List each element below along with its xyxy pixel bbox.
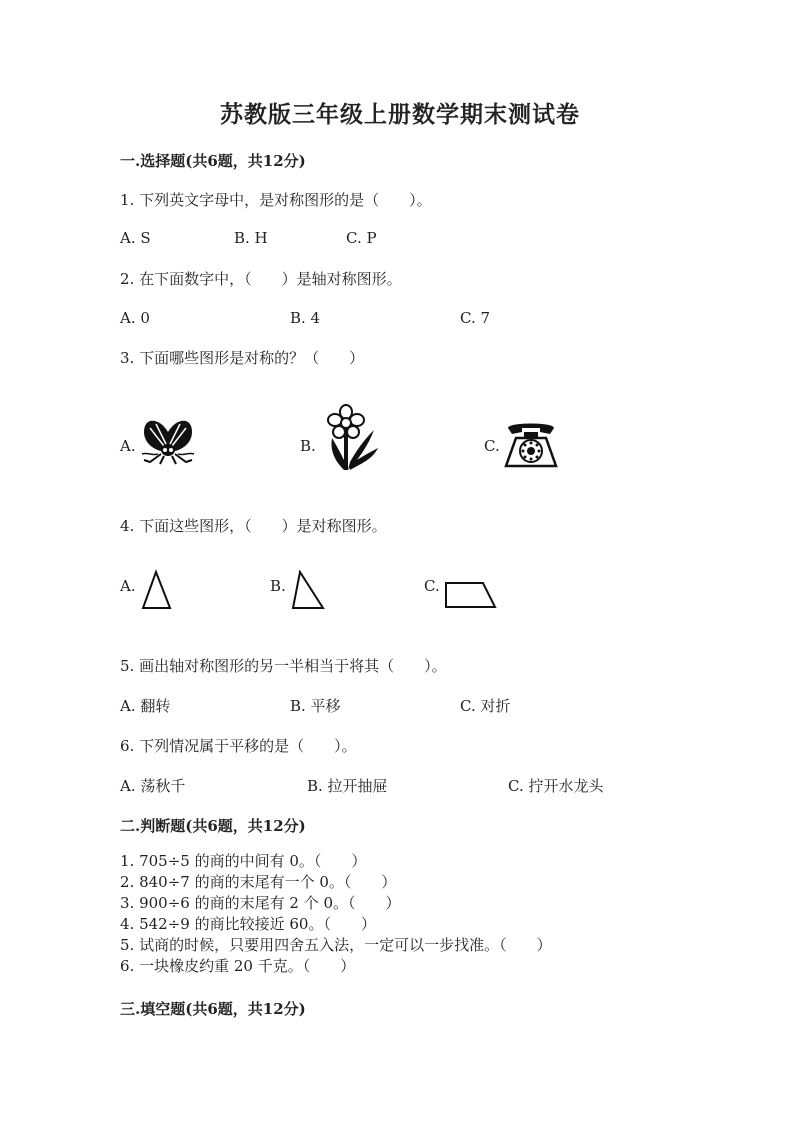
section-heading-judge: 二.判断题(共6题，共12分) [120,817,306,835]
q4-option-b: B. [270,577,286,595]
judge-item: 5. 试商的时候，只要用四舍五入法，一定可以一步找准。（ ） [120,936,552,954]
q2-option-a: A. 0 [120,309,150,327]
q1-option-b: B. H [234,229,268,247]
q3-option-c: C. [484,437,500,455]
q1-option-a: A. S [120,229,151,247]
section-heading-choice: 一.选择题(共6题，共12分) [120,152,306,170]
q2-option-b: B. 4 [290,309,321,327]
judge-item: 3. 900÷6 的商的末尾有 2 个 0。（ ） [120,894,401,912]
flower-image [320,404,382,472]
judge-item: 4. 542÷9 的商比较接近 60。（ ） [120,915,376,933]
isosceles-triangle-shape [140,570,172,610]
q6-option-c: C. 拧开水龙头 [508,777,604,795]
question-2: 2. 在下面数字中，（ ）是轴对称图形。 [120,270,402,288]
question-3: 3. 下面哪些图形是对称的？（ ） [120,349,365,367]
question-6: 6. 下列情况属于平移的是（ ）。 [120,737,357,755]
q5-option-c: C. 对折 [460,697,511,715]
question-4: 4. 下面这些图形，（ ）是对称图形。 [120,517,387,535]
judge-item: 6. 一块橡皮约重 20 千克。（ ） [120,957,356,975]
judge-item: 2. 840÷7 的商的末尾有一个 0。（ ） [120,873,397,891]
butterfly-image [138,414,198,466]
q3-option-a: A. [120,437,136,455]
q4-option-c: C. [424,577,440,595]
section-heading-fill: 三.填空题(共6题，共12分) [120,1000,306,1018]
judge-item: 1. 705÷5 的商的中间有 0。（ ） [120,852,367,870]
right-triangle-shape [290,570,326,610]
q5-option-b: B. 平移 [290,697,341,715]
page-title: 苏教版三年级上册数学期末测试卷 [220,101,580,128]
question-5: 5. 画出轴对称图形的另一半相当于将其（ ）。 [120,657,447,675]
judge-list [120,851,552,977]
q3-option-b: B. [300,437,316,455]
q6-option-a: A. 荡秋千 [120,777,186,795]
q4-option-a: A. [120,577,136,595]
q5-option-a: A. 翻转 [120,697,171,715]
q2-option-c: C. 7 [460,309,491,327]
trapezoid-shape [440,580,498,610]
question-1: 1. 下列英文字母中，是对称图形的是（ ）。 [120,191,432,209]
q1-option-c: C. P [346,229,377,247]
q6-option-b: B. 拉开抽屉 [307,777,388,795]
telephone-image [504,420,558,470]
